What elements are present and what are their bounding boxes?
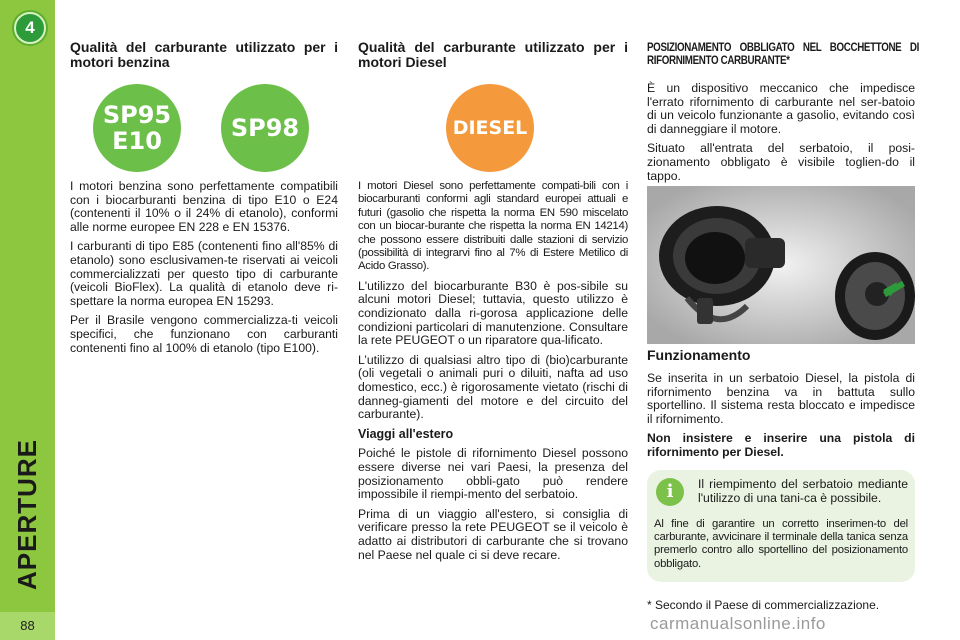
diesel-label: DIESEL	[452, 117, 528, 139]
diesel-paragraph-1: I motori Diesel sono perfettamente compati-bili con i biocarburanti conformi agli standard europei attuali e futuri (gasolio che rispetta la norma EN 590 miscelato con un biocar-burante che rispetta la norma EN 14214) che possono essere distribuiti dalle stazioni di servizio (possibilità di integrarvi fino al 7% di Estere Metilico di Acido Grasso).	[358, 180, 628, 273]
sp95-label: SP95	[102, 101, 172, 129]
diesel-badge	[446, 84, 534, 172]
misfuel-paragraph-2: Situato all'entrata del serbatoio, il posi-zionamento obbligato è visibile toglien-do il tappo.	[647, 141, 915, 183]
petrol-text	[70, 180, 338, 361]
heading-petrol: Qualità del carburante utilizzato per i motori benzina	[70, 39, 338, 70]
diesel-text	[358, 180, 628, 568]
chapter-title	[12, 560, 152, 590]
note-text-2	[654, 518, 908, 577]
diesel-paragraph-5: Prima di un viaggio all'estero, si consiglia di verificare presso la rete PEUGEOT se il veicolo è adatto ai distributori di carburante che si trovano nel Paese nel quale ci si deve recare.	[358, 506, 628, 562]
petrol-paragraph-1: I motori benzina sono perfettamente compatibili con i biocarburanti benzina di tipo E10 o E24 (contenenti il 10% o il 24% di etanolo), conformi alle norme europee EN 228 e EN 15376.	[70, 179, 338, 234]
misfuel-paragraph-1: È un dispositivo meccanico che impedisce l'errato rifornimento di carburante nel ser-batoio di un veicolo funzionante a gasolio, evitando così di danneggiare il motore.	[647, 81, 915, 136]
sp95-e10-badge	[93, 84, 181, 172]
note-paragraph-1: Il riempimento del serbatoio mediante l'utilizzo di una tani-ca è possibile.	[698, 477, 908, 505]
diesel-paragraph-3: L’utilizzo di qualsiasi altro tipo di (bio)carburante (oli vegetali o animali puri o diluiti, nafta ad uso domestico, ecc.) è rigorosamente vietato (rischi di danneg-giamenti del motore e del circuito del carburante).	[358, 352, 628, 422]
abroad-subheading: Viaggi all'estero	[358, 426, 454, 441]
watermark: carmanualsonline.info	[650, 614, 826, 633]
operation-heading: Funzionamento	[647, 347, 751, 363]
operation-paragraph: Se inserita in un serbatoio Diesel, la pistola di rifornimento benzina va in battuta sullo sportellino. Il sistema resta bloccato e impedisce il rifornimento.	[647, 371, 915, 426]
petrol-paragraph-2: I carburanti di tipo E85 (contenenti fino all'85% di etanolo) sono esclusivamen-te riservati ai veicoli commercializzati per questo tipo di carburante (veicoli BioFlex). La qualità di etanolo deve ri-spettare la norma europea EN 15293.	[70, 239, 338, 308]
chapter-number-badge: 4	[14, 12, 46, 44]
info-icon: i	[656, 478, 684, 506]
footnote-text: * Secondo il Paese di commercializzazione.	[647, 598, 880, 612]
petrol-paragraph-3: Per il Brasile vengono commercializza-ti veicoli specifici, che funzionano con carburanti contenenti fino al 100% di etanolo (tipo E100).	[70, 313, 338, 355]
sp98-badge	[221, 84, 309, 172]
fuel-filler-illustration	[647, 186, 915, 344]
sp98-label: SP98	[230, 114, 300, 142]
e10-label: E10	[112, 127, 162, 155]
misfuel-heading: POSIZIONAMENTO OBBLIGATO NEL BOCCHETTONE DI RIFORNIMENTO CARBURANTE*	[647, 42, 919, 67]
column-misfuel	[647, 42, 917, 68]
diesel-paragraph-2: L'utilizzo del biocarburante B30 è pos-sibile su alcuni motori Diesel; tuttavia, questo utilizzo è condizionato dalla ri-gorosa applicazione delle condizioni particolari di manutenzione. Consultare la rete PEUGEOT o un riparatore qua-lificato.	[358, 278, 628, 348]
misfuel-text	[647, 82, 915, 189]
operation-warning: Non insistere e inserire una pistola di rifornimento per Diesel.	[647, 431, 915, 459]
page-number: 88	[0, 612, 55, 640]
fuel-filler-photo	[647, 186, 915, 344]
heading-diesel: Qualità del carburante utilizzato per i motori Diesel	[358, 39, 628, 70]
diesel-paragraph-4: Poiché le pistole di rifornimento Diesel possono essere diverse nei vari Paesi, la presenza del posizionamento obbli-gato può rendere impossibile il riempi-mento del serbatoio.	[358, 446, 628, 502]
column-petrol	[70, 40, 338, 76]
operation-text	[647, 348, 915, 466]
note-paragraph-2: Al fine di garantire un corretto inserimen-to del carburante, avvicinare il terminale della tanica senza premerlo contro allo sportellino del posizionamento obbligato.	[654, 518, 908, 570]
note-text-1	[698, 478, 908, 511]
column-diesel	[358, 40, 628, 76]
